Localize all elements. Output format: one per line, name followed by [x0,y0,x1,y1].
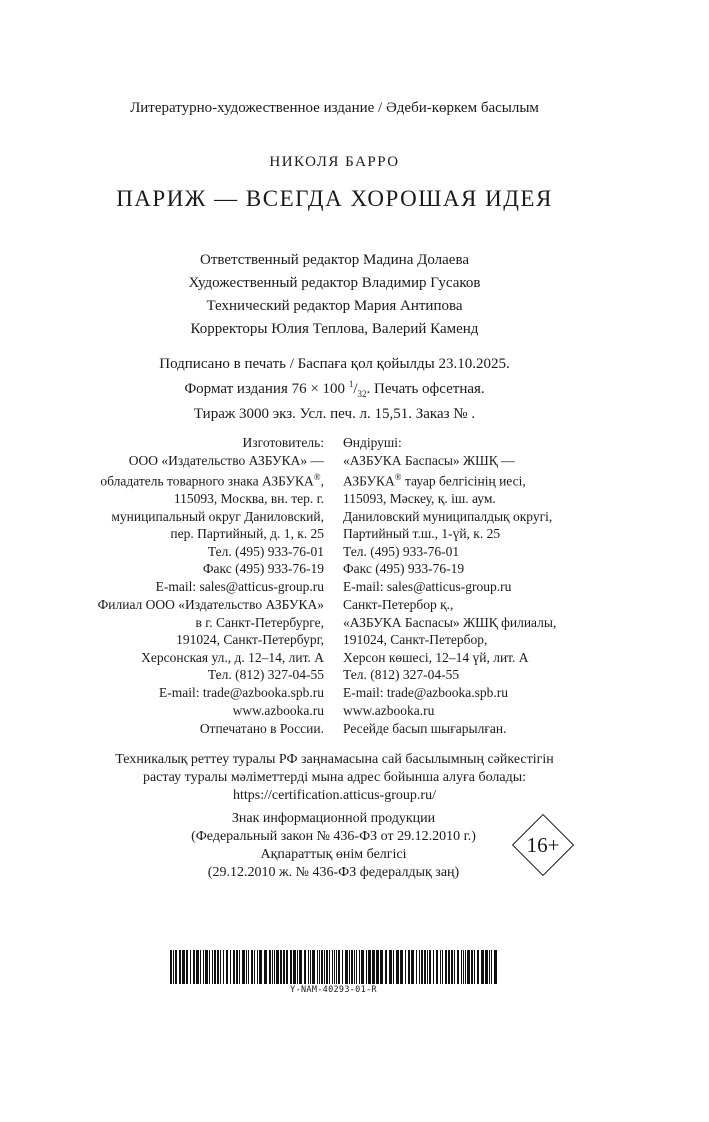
manufacturer-kz-line: Тел. (495) 933-76-01 [343,543,460,559]
manufacturer-kz-line: Даниловский муниципалдық округі, [343,508,553,524]
format-tail: . Печать офсетная. [366,381,485,397]
publisher-footer-kz [343,702,506,737]
manufacturer-ru [100,434,324,595]
publisher-footer-ru [200,702,324,737]
editor-line: Ответственный редактор Мадина Долаева [200,252,469,268]
branch-kz [343,596,556,701]
barcode [170,950,497,984]
branch-ru-line: Херсонская ул., д. 12–14, лит. А [141,649,324,665]
info-sign-line: Знак информационной продукции [231,811,436,826]
branch-ru-line: 191024, Санкт-Петербург, [176,632,324,647]
manufacturer-ru-line: Факс (495) 933-76-19 [202,561,324,576]
manufacturer-kz-line: «АЗБУКА Баспасы» ЖШҚ — [343,452,515,468]
manufacturer-kz-line: Партийный т.ш., 1-үй, к. 25 [343,526,501,541]
manufacturer-ru-line: E-mail: sales@atticus-group.ru [155,578,324,594]
editor-line: Корректоры Юлия Теплова, Валерий Каменд [190,321,479,337]
manufacturer-kz-line: 115093, Мәскеу, қ. іш. аум. [343,491,496,506]
branch-ru-line: в г. Санкт-Петербурге, [195,614,324,630]
format-line: Формат издания 76 × 100 $^1/_{32}$. Печать офсетная. [184,379,485,399]
editors-list [0,249,669,341]
website-link: www.azbooka.ru [343,703,435,718]
manufacturer-ru-line: Изготовитель: [242,435,324,450]
certification-note [0,751,669,805]
certification-url: https://certification.atticus-group.ru/ [233,788,436,803]
age-rating: 16+ [526,833,560,857]
printed-in: Отпечатано в России. [199,720,324,736]
printed-in: Ресейде басып шығарылған. [343,720,507,736]
branch-kz-line: Тел. (812) 327-04-55 [343,667,460,682]
trademark-text: АЗБУКА [343,473,395,489]
manufacturer-kz-line: Факс (495) 933-76-19 [343,561,465,576]
branch-kz-line: E-mail: trade@azbooka.spb.ru [343,684,508,700]
editor-line: Технический редактор Мария Антипова [206,298,463,314]
registered-mark: ® [313,472,321,482]
branch-ru-line: E-mail: trade@azbooka.spb.ru [159,684,324,700]
format-sub: 32 [357,389,367,399]
signed-line: Подписано в печать / Баспаға қол қойылды 23.10.2025. [159,356,510,372]
manufacturer-ru-line: 115093, Москва, вн. тер. г. [173,491,324,506]
manufacturer-ru-line: Тел. (495) 933-76-01 [207,543,324,559]
branch-kz-line: «АЗБУКА Баспасы» ЖШҚ филиалы, [343,614,557,630]
branch-kz-line: 191024, Санкт-Петербор, [343,632,488,647]
print-info [0,354,669,424]
format-text: Формат издания 76 × 100 [184,381,346,397]
info-sign-line: Ақпараттық өнім белгісі [260,847,407,862]
circulation-line: Тираж 3000 экз. Усл. печ. л. 15,51. Заказ № . [193,406,476,422]
info-sign-line: (29.12.2010 ж. № 436-ФЗ федералдық заң) [207,865,460,880]
manufacturer-ru-line: ООО «Издательство АЗБУКА» — [128,452,324,468]
info-sign-line: (Федеральный закон № 436-ФЗ от 29.12.2010 г.) [191,829,476,844]
manufacturer-kz-line [343,469,552,490]
author-name: НИКОЛЯ БАРРО [269,154,400,170]
registered-mark: ® [394,472,402,482]
manufacturer-ru-line: пер. Партийный, д. 1, к. 25 [170,526,324,541]
manufacturer-kz [343,434,552,595]
certification-line: Техникалық реттеу туралы РФ заңнамасына сай басылымның сәйкестігін [115,752,554,767]
branch-ru-line: Филиал ООО «Издательство АЗБУКА» [97,597,324,612]
edition-type: Литературно-художественное издание / Әдеби-көркем басылым [130,100,539,116]
format-sup: 1 [348,379,354,389]
certification-line: растау туралы мәліметтерді мына адрес бойынша алуға болады: [142,770,527,785]
branch-kz-line: Херсон көшесі, 12–14 үй, лит. А [343,649,529,665]
book-title: ПАРИЖ — ВСЕГДА ХОРОШАЯ ИДЕЯ [116,186,553,211]
branch-ru [98,596,324,701]
manufacturer-kz-line: E-mail: sales@atticus-group.ru [343,578,512,594]
barcode-text: Y-NAM-40293-01-R [290,985,377,995]
info-sign [170,810,497,882]
manufacturer-kz-line: Өндіруші: [343,435,402,450]
branch-ru-line: Тел. (812) 327-04-55 [207,667,324,682]
manufacturer-ru-line: обладатель товарного знака АЗБУКА®, [100,472,324,489]
age-rating-badge [512,814,574,876]
trademark-owner: тауар белгісінің иесі, [401,473,526,489]
manufacturer-ru-line: муниципальный округ Даниловский, [111,508,324,524]
branch-kz-line: Санкт-Петербор қ., [343,597,454,612]
editor-line: Художественный редактор Владимир Гусаков [188,275,481,291]
trademark-text: обладатель товарного знака АЗБУКА [100,473,314,489]
website-link: www.azbooka.ru [232,703,324,718]
